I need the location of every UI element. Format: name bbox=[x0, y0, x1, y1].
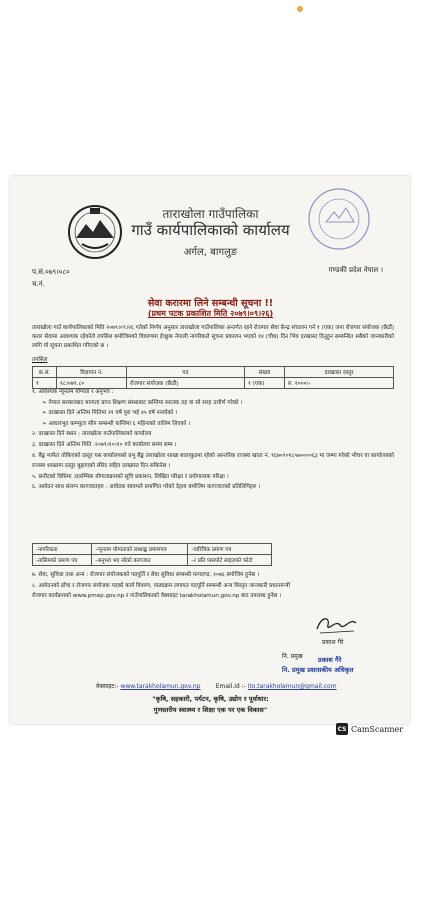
slogan-line-1: "कृषि, सहकारी, पर्यटन, कृषि, उद्योग र पूर्वाधार: bbox=[152, 695, 269, 703]
list-item: १. आवश्यक न्यूनतम योग्यता र अनुभव : bbox=[32, 389, 114, 395]
table-header-cell: दरखास्त दस्तुर bbox=[285, 367, 394, 378]
list-item: २. दरखास्त दिने स्थान : ताराखोला गाउँपालिकाको कार्यालय bbox=[32, 431, 152, 438]
notice-publish-date: (प्रथम पटक प्रकाशित मिति २०७९।०९।२६) bbox=[147, 309, 274, 318]
list-item: ४. बैंङ्क मार्फत तोकिएको दस्तुर यस कार्यालयको प्रभु बैंङ्क ताराखोला शाखा बालाकुडमा रहेको आन्तरिक राजस्व खाता नं. १६७०९०१८५७००००६३ मा जम्मा गरेको भौचर वा कार्यालयको राजस्व शाखामा दस्तुर बुझाएको रसिद सहित दरखास्त दिन सकिनेछ । bbox=[32, 452, 394, 470]
table-row bbox=[33, 555, 272, 566]
list-item: ८. आवेदनको ढाँचा र रोजगार संयोजक पदको कार्य विवरण, पाठ्यक्रम लगायत पदपूर्ति सम्बन्धी अन्य विस्तृत जानकारी प्रधानमन्त्री bbox=[32, 582, 290, 589]
email-link[interactable]: ito.tarakholamun@gmail.com bbox=[247, 683, 337, 690]
office-name: गाउँ कार्यपालिकाको कार्यालय bbox=[131, 221, 290, 239]
table-header-cell: संख्या bbox=[245, 367, 285, 378]
province-label: गण्डकी प्रदेश नेपाल । bbox=[328, 266, 383, 274]
table-cell: १ bbox=[33, 378, 57, 389]
details-label: तपसिल bbox=[32, 357, 48, 363]
signature-stamp-name: प्रकाश गैरे bbox=[318, 656, 342, 664]
list-item: ३. दरखास्त दिने अन्तिम मिति :२०७९।१०।१० गते कार्यालय समय सम्म । bbox=[32, 441, 177, 448]
signature-stamp-post: नि. प्रमुख प्रशासकीय अधिकृत bbox=[282, 666, 354, 674]
table-cell: १८।०७९.८० bbox=[57, 378, 127, 389]
signatory-title: नि. प्रमुख bbox=[282, 653, 303, 660]
vacancy-table-header bbox=[33, 367, 394, 378]
notification-dot bbox=[297, 6, 303, 12]
website-link[interactable]: www.tarakholamun.gov.np bbox=[120, 683, 201, 690]
website-label: वेबसाइट:- bbox=[96, 683, 119, 690]
list-item: ५. छनौटको विधिमा :प्रारम्भिक योग्यताक्रमको सूचि प्रकाशन, लिखित परिक्षा र प्रयोगात्मक परिक्षा । bbox=[32, 473, 229, 480]
additional-info-list bbox=[32, 570, 394, 602]
footer-contact bbox=[96, 682, 337, 690]
table-cell: -तालिमको प्रमाण पत्र bbox=[33, 555, 92, 566]
table-header-cell: पद bbox=[127, 367, 245, 378]
reference-number: प.सं.०७९।०८० bbox=[32, 268, 70, 276]
handwritten-signature bbox=[314, 613, 360, 637]
table-cell: -चारित्रिक प्रमाण पत्र bbox=[188, 544, 272, 555]
table-cell: -अनुभव भए सोको कागजात bbox=[92, 555, 188, 566]
list-item: ७. सेवा, सुविधा तथा अन्य : रोजगार संयोजकको पदपूर्ति र सेवा सुविधा सम्बन्धी मापदण्ड, २०७६ बमोजिम हुनेछ । bbox=[32, 572, 260, 578]
list-item: ➢ दरखास्त दिने अन्तिम मितिमा २१ वर्ष पुरा भई ४५ वर्ष ननाघेको । bbox=[42, 410, 178, 417]
table-cell: -न्यूनतम योग्यताको लब्धाङ्क प्रमाणपत्र bbox=[92, 544, 188, 555]
slogan-line-2: गुणस्तरीय स्वास्थ्य र शिक्षा एक पर एक विकास" bbox=[153, 706, 268, 714]
notice-title: सेवा करारमा लिने सम्बन्धी सूचना !! bbox=[147, 298, 274, 309]
requirements-list bbox=[32, 387, 394, 493]
table-cell: -नागरिकता bbox=[33, 544, 92, 555]
list-item: ६. आवेदन साथ संलग्न कागजातहरु : आवेदक स्वयमले प्रमाणित गरेको देहाय बमोजिम कागजातको प्रतिलिपिहरु । bbox=[32, 484, 261, 491]
table-row bbox=[33, 544, 272, 555]
list-item: ➢ आधारभूत कम्प्युटर सीप सम्बन्धी कम्तिमा ६ महिनाको तालिम लिएको । bbox=[42, 420, 191, 427]
table-cell: रोजगार संयोजक (छैठौं) bbox=[127, 378, 245, 389]
signatory-name: प्रकाश गैरे bbox=[322, 639, 344, 646]
documents-table bbox=[32, 543, 272, 566]
table-header-cell: विज्ञापन नं. bbox=[57, 367, 127, 378]
table-cell: १ (एक) bbox=[245, 378, 285, 389]
camscanner-label: CamScanner bbox=[351, 724, 404, 734]
office-address: अर्गल, बागलुङ bbox=[183, 247, 238, 258]
camscanner-icon: CS bbox=[336, 723, 348, 735]
list-item: रोजगार कार्यक्रमको www.pmep.gov.np र गाउँपालिकाको वेबसाइट tarakholamun.gov.np बाट उपलब्ध हुनेछ । bbox=[32, 593, 282, 599]
table-cell: रु. १०००।- bbox=[285, 378, 394, 389]
notice-intro-paragraph: ताराखोला गाउँ कार्यपालिकाको मिति २०७९।०९।२६ गतेको निर्णय अनुसार ताराखोला गाउँपालिका अन्तर्गत रहने रोजगार सेवा केन्द्र संचालन गर्न १ (एक) जना रोजगार संयोजक (छैठौं) करार सेवामा आवश्यक रहेकोले तपसिल बमोजिमको विवरणमा ईच्छुक नेपाली नागरिकले सूचना प्रकाशन भएको १४ (चौध) दिन भित्र दरखास्त दिनुहुन सम्बन्धित सबैको जानकारीको लागि यो सूचना प्रकाशित गरिएको छ । bbox=[32, 325, 394, 349]
list-item: ➢ नेपाल सरकारबाट मान्यता प्राप्त शिक्षण संस्थाबाट कम्तिमा स्नातक तह वा सो सरह उत्तीर्ण गरेको । bbox=[42, 399, 243, 406]
camscanner-watermark bbox=[336, 723, 403, 735]
municipality-name: ताराखोला गाउँपालिका bbox=[162, 207, 259, 221]
email-label: Email.id :- bbox=[215, 683, 246, 690]
table-header-cell: क.सं. bbox=[33, 367, 57, 378]
vacancy-table bbox=[32, 366, 394, 389]
table-cell: -२ प्रति पासपोर्ट साइजको फोटो bbox=[188, 555, 272, 566]
dispatch-number: च.नं. bbox=[32, 280, 45, 288]
